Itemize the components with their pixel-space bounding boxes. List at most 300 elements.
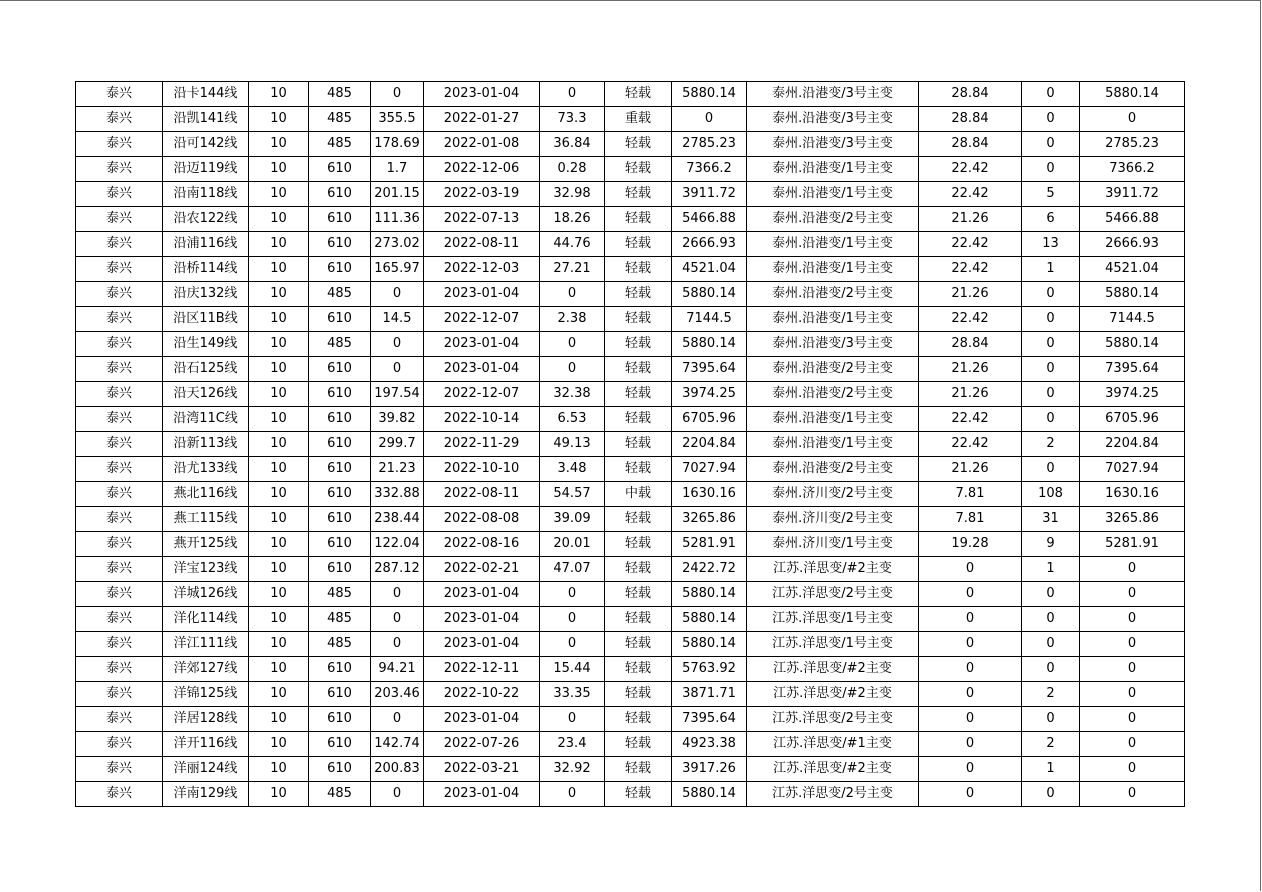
voltage-cell: 10	[249, 557, 309, 582]
capacity-cell: 485	[309, 332, 371, 357]
count-cell: 0	[1022, 707, 1080, 732]
load-rate-cell: 44.76	[540, 232, 605, 257]
date-cell: 2023-01-04	[424, 82, 540, 107]
line-name-cell: 洋锦125线	[163, 682, 249, 707]
count-cell: 0	[1022, 132, 1080, 157]
line-name-cell: 沿尤133线	[163, 457, 249, 482]
line-name-cell: 沿区11B线	[163, 307, 249, 332]
table-row	[76, 782, 1185, 807]
capacity-cell: 485	[309, 132, 371, 157]
transformer-cell: 泰州.沿港变/2号主变	[747, 357, 919, 382]
count-cell: 0	[1022, 332, 1080, 357]
date-cell: 2022-10-14	[424, 407, 540, 432]
date-cell: 2022-03-21	[424, 757, 540, 782]
available-capacity-cell: 5880.14	[672, 332, 747, 357]
count-cell: 9	[1022, 532, 1080, 557]
transformer-rate-cell: 22.42	[919, 257, 1022, 282]
count-cell: 0	[1022, 582, 1080, 607]
voltage-cell: 10	[249, 582, 309, 607]
count-cell: 5	[1022, 182, 1080, 207]
capacity-cell: 485	[309, 107, 371, 132]
transformer-cell: 泰州.沿港变/1号主变	[747, 232, 919, 257]
load-status-cell: 轻载	[605, 532, 672, 557]
table-row	[76, 232, 1185, 257]
county-cell: 泰兴	[76, 632, 163, 657]
load-status-cell: 轻载	[605, 382, 672, 407]
max-load-cell: 287.12	[371, 557, 424, 582]
voltage-cell: 10	[249, 782, 309, 807]
line-name-cell: 洋城126线	[163, 582, 249, 607]
transformer-cell: 泰州.沿港变/2号主变	[747, 282, 919, 307]
voltage-cell: 10	[249, 482, 309, 507]
load-status-cell: 轻载	[605, 82, 672, 107]
available-capacity-cell: 5880.14	[672, 632, 747, 657]
date-cell: 2023-01-04	[424, 282, 540, 307]
available-capacity-cell: 3974.25	[672, 382, 747, 407]
count-cell: 0	[1022, 307, 1080, 332]
transformer-rate-cell: 19.28	[919, 532, 1022, 557]
county-cell: 泰兴	[76, 357, 163, 382]
line-name-cell: 洋南129线	[163, 782, 249, 807]
date-cell: 2023-01-04	[424, 782, 540, 807]
capacity-cell: 485	[309, 607, 371, 632]
load-rate-cell: 0	[540, 782, 605, 807]
remaining-capacity-cell: 2204.84	[1080, 432, 1185, 457]
remaining-capacity-cell: 0	[1080, 682, 1185, 707]
voltage-cell: 10	[249, 82, 309, 107]
transformer-rate-cell: 22.42	[919, 157, 1022, 182]
transformer-cell: 泰州.沿港变/1号主变	[747, 157, 919, 182]
load-rate-cell: 0	[540, 632, 605, 657]
transformer-rate-cell: 28.84	[919, 132, 1022, 157]
date-cell: 2022-12-03	[424, 257, 540, 282]
available-capacity-cell: 2785.23	[672, 132, 747, 157]
transformer-cell: 泰州.沿港变/3号主变	[747, 332, 919, 357]
remaining-capacity-cell: 5880.14	[1080, 332, 1185, 357]
transformer-cell: 泰州.沿港变/1号主变	[747, 432, 919, 457]
transformer-rate-cell: 21.26	[919, 382, 1022, 407]
capacity-cell: 610	[309, 232, 371, 257]
count-cell: 31	[1022, 507, 1080, 532]
load-rate-cell: 0	[540, 357, 605, 382]
remaining-capacity-cell: 1630.16	[1080, 482, 1185, 507]
remaining-capacity-cell: 7027.94	[1080, 457, 1185, 482]
date-cell: 2023-01-04	[424, 582, 540, 607]
table-row	[76, 732, 1185, 757]
max-load-cell: 122.04	[371, 532, 424, 557]
remaining-capacity-cell: 7366.2	[1080, 157, 1185, 182]
table-row	[76, 257, 1185, 282]
max-load-cell: 0	[371, 357, 424, 382]
voltage-cell: 10	[249, 282, 309, 307]
county-cell: 泰兴	[76, 382, 163, 407]
transformer-cell: 江苏.洋思变/#2主变	[747, 557, 919, 582]
remaining-capacity-cell: 7144.5	[1080, 307, 1185, 332]
capacity-cell: 610	[309, 457, 371, 482]
max-load-cell: 203.46	[371, 682, 424, 707]
transformer-rate-cell: 7.81	[919, 507, 1022, 532]
voltage-cell: 10	[249, 132, 309, 157]
remaining-capacity-cell: 0	[1080, 607, 1185, 632]
line-name-cell: 沿凯141线	[163, 107, 249, 132]
max-load-cell: 0	[371, 282, 424, 307]
available-capacity-cell: 3917.26	[672, 757, 747, 782]
date-cell: 2022-10-10	[424, 457, 540, 482]
load-rate-cell: 39.09	[540, 507, 605, 532]
table-row	[76, 182, 1185, 207]
remaining-capacity-cell: 0	[1080, 657, 1185, 682]
voltage-cell: 10	[249, 432, 309, 457]
load-status-cell: 轻载	[605, 557, 672, 582]
line-name-cell: 沿卡144线	[163, 82, 249, 107]
remaining-capacity-cell: 5880.14	[1080, 282, 1185, 307]
table-row	[76, 307, 1185, 332]
max-load-cell: 0	[371, 82, 424, 107]
county-cell: 泰兴	[76, 507, 163, 532]
capacity-cell: 610	[309, 257, 371, 282]
max-load-cell: 0	[371, 782, 424, 807]
load-status-cell: 轻载	[605, 182, 672, 207]
table-row	[76, 632, 1185, 657]
load-status-cell: 轻载	[605, 607, 672, 632]
load-status-cell: 轻载	[605, 407, 672, 432]
transformer-cell: 江苏.洋思变/#2主变	[747, 682, 919, 707]
date-cell: 2023-01-04	[424, 632, 540, 657]
line-name-cell: 燕北116线	[163, 482, 249, 507]
load-status-cell: 轻载	[605, 782, 672, 807]
voltage-cell: 10	[249, 307, 309, 332]
county-cell: 泰兴	[76, 757, 163, 782]
capacity-cell: 610	[309, 407, 371, 432]
county-cell: 泰兴	[76, 682, 163, 707]
load-rate-cell: 27.21	[540, 257, 605, 282]
available-capacity-cell: 3911.72	[672, 182, 747, 207]
load-rate-cell: 15.44	[540, 657, 605, 682]
count-cell: 2	[1022, 432, 1080, 457]
transformer-rate-cell: 28.84	[919, 107, 1022, 132]
capacity-cell: 485	[309, 282, 371, 307]
date-cell: 2022-07-13	[424, 207, 540, 232]
max-load-cell: 14.5	[371, 307, 424, 332]
load-status-cell: 轻载	[605, 132, 672, 157]
max-load-cell: 0	[371, 607, 424, 632]
count-cell: 2	[1022, 682, 1080, 707]
table-row	[76, 157, 1185, 182]
max-load-cell: 0	[371, 632, 424, 657]
load-rate-cell: 49.13	[540, 432, 605, 457]
count-cell: 6	[1022, 207, 1080, 232]
line-name-cell: 沿南118线	[163, 182, 249, 207]
table-row	[76, 507, 1185, 532]
available-capacity-cell: 5763.92	[672, 657, 747, 682]
available-capacity-cell: 2422.72	[672, 557, 747, 582]
capacity-cell: 485	[309, 632, 371, 657]
load-rate-cell: 47.07	[540, 557, 605, 582]
remaining-capacity-cell: 0	[1080, 782, 1185, 807]
capacity-cell: 485	[309, 582, 371, 607]
load-status-cell: 轻载	[605, 232, 672, 257]
voltage-cell: 10	[249, 407, 309, 432]
transformer-cell: 泰州.沿港变/2号主变	[747, 457, 919, 482]
remaining-capacity-cell: 3265.86	[1080, 507, 1185, 532]
load-status-cell: 轻载	[605, 707, 672, 732]
transformer-rate-cell: 21.26	[919, 457, 1022, 482]
max-load-cell: 94.21	[371, 657, 424, 682]
line-name-cell: 洋居128线	[163, 707, 249, 732]
transformer-cell: 江苏.洋思变/2号主变	[747, 782, 919, 807]
transformer-rate-cell: 21.26	[919, 282, 1022, 307]
remaining-capacity-cell: 5281.91	[1080, 532, 1185, 557]
date-cell: 2022-01-27	[424, 107, 540, 132]
load-status-cell: 轻载	[605, 507, 672, 532]
remaining-capacity-cell: 5880.14	[1080, 82, 1185, 107]
load-rate-cell: 33.35	[540, 682, 605, 707]
line-name-cell: 洋化114线	[163, 607, 249, 632]
county-cell: 泰兴	[76, 332, 163, 357]
transformer-rate-cell: 22.42	[919, 307, 1022, 332]
capacity-cell: 610	[309, 357, 371, 382]
transformer-cell: 江苏.洋思变/1号主变	[747, 632, 919, 657]
available-capacity-cell: 5466.88	[672, 207, 747, 232]
table-row	[76, 432, 1185, 457]
voltage-cell: 10	[249, 607, 309, 632]
available-capacity-cell: 2666.93	[672, 232, 747, 257]
date-cell: 2023-01-04	[424, 332, 540, 357]
available-capacity-cell: 7144.5	[672, 307, 747, 332]
line-name-cell: 沿湾11C线	[163, 407, 249, 432]
line-name-cell: 沿新113线	[163, 432, 249, 457]
load-rate-cell: 32.98	[540, 182, 605, 207]
capacity-cell: 485	[309, 782, 371, 807]
remaining-capacity-cell: 5466.88	[1080, 207, 1185, 232]
max-load-cell: 201.15	[371, 182, 424, 207]
voltage-cell: 10	[249, 457, 309, 482]
available-capacity-cell: 5880.14	[672, 607, 747, 632]
count-cell: 0	[1022, 632, 1080, 657]
transformer-cell: 泰州.沿港变/1号主变	[747, 307, 919, 332]
available-capacity-cell: 5880.14	[672, 282, 747, 307]
county-cell: 泰兴	[76, 232, 163, 257]
available-capacity-cell: 4521.04	[672, 257, 747, 282]
load-status-cell: 轻载	[605, 682, 672, 707]
table-row	[76, 532, 1185, 557]
count-cell: 0	[1022, 282, 1080, 307]
count-cell: 1	[1022, 257, 1080, 282]
count-cell: 0	[1022, 607, 1080, 632]
voltage-cell: 10	[249, 632, 309, 657]
load-rate-cell: 20.01	[540, 532, 605, 557]
max-load-cell: 273.02	[371, 232, 424, 257]
transformer-rate-cell: 28.84	[919, 82, 1022, 107]
transformer-cell: 泰州.沿港变/3号主变	[747, 82, 919, 107]
count-cell: 0	[1022, 407, 1080, 432]
capacity-cell: 610	[309, 207, 371, 232]
remaining-capacity-cell: 0	[1080, 707, 1185, 732]
transformer-cell: 泰州.沿港变/3号主变	[747, 132, 919, 157]
available-capacity-cell: 1630.16	[672, 482, 747, 507]
line-name-cell: 洋宝123线	[163, 557, 249, 582]
county-cell: 泰兴	[76, 657, 163, 682]
voltage-cell: 10	[249, 357, 309, 382]
transformer-rate-cell: 0	[919, 632, 1022, 657]
date-cell: 2022-01-08	[424, 132, 540, 157]
remaining-capacity-cell: 0	[1080, 107, 1185, 132]
table-row	[76, 757, 1185, 782]
table-row	[76, 657, 1185, 682]
available-capacity-cell: 5880.14	[672, 582, 747, 607]
transformer-rate-cell: 0	[919, 707, 1022, 732]
capacity-cell: 610	[309, 682, 371, 707]
count-cell: 0	[1022, 657, 1080, 682]
count-cell: 0	[1022, 782, 1080, 807]
count-cell: 0	[1022, 382, 1080, 407]
transformer-rate-cell: 22.42	[919, 432, 1022, 457]
county-cell: 泰兴	[76, 307, 163, 332]
transformer-cell: 泰州.沿港变/2号主变	[747, 207, 919, 232]
voltage-cell: 10	[249, 257, 309, 282]
load-status-cell: 轻载	[605, 457, 672, 482]
date-cell: 2023-01-04	[424, 607, 540, 632]
capacity-cell: 610	[309, 157, 371, 182]
table-row	[76, 332, 1185, 357]
table-row	[76, 607, 1185, 632]
transformer-rate-cell: 22.42	[919, 407, 1022, 432]
voltage-cell: 10	[249, 732, 309, 757]
date-cell: 2023-01-04	[424, 357, 540, 382]
transformer-rate-cell: 0	[919, 682, 1022, 707]
transformer-cell: 江苏.洋思变/2号主变	[747, 582, 919, 607]
load-status-cell: 轻载	[605, 657, 672, 682]
available-capacity-cell: 2204.84	[672, 432, 747, 457]
load-rate-cell: 2.38	[540, 307, 605, 332]
max-load-cell: 238.44	[371, 507, 424, 532]
remaining-capacity-cell: 3911.72	[1080, 182, 1185, 207]
transformer-rate-cell: 28.84	[919, 332, 1022, 357]
capacity-cell: 610	[309, 507, 371, 532]
transformer-cell: 泰州.济川变/2号主变	[747, 482, 919, 507]
max-load-cell: 197.54	[371, 382, 424, 407]
load-status-cell: 轻载	[605, 432, 672, 457]
table-row	[76, 482, 1185, 507]
remaining-capacity-cell: 3974.25	[1080, 382, 1185, 407]
load-rate-cell: 23.4	[540, 732, 605, 757]
date-cell: 2022-08-11	[424, 482, 540, 507]
date-cell: 2022-08-16	[424, 532, 540, 557]
county-cell: 泰兴	[76, 132, 163, 157]
date-cell: 2022-12-11	[424, 657, 540, 682]
county-cell: 泰兴	[76, 282, 163, 307]
max-load-cell: 0	[371, 332, 424, 357]
load-rate-cell: 6.53	[540, 407, 605, 432]
county-cell: 泰兴	[76, 257, 163, 282]
max-load-cell: 111.36	[371, 207, 424, 232]
line-name-cell: 洋郊127线	[163, 657, 249, 682]
county-cell: 泰兴	[76, 582, 163, 607]
load-status-cell: 轻载	[605, 757, 672, 782]
available-capacity-cell: 3265.86	[672, 507, 747, 532]
voltage-cell: 10	[249, 532, 309, 557]
table-row	[76, 582, 1185, 607]
available-capacity-cell: 5880.14	[672, 782, 747, 807]
county-cell: 泰兴	[76, 207, 163, 232]
remaining-capacity-cell: 4521.04	[1080, 257, 1185, 282]
voltage-cell: 10	[249, 757, 309, 782]
load-status-cell: 轻载	[605, 207, 672, 232]
capacity-cell: 485	[309, 82, 371, 107]
voltage-cell: 10	[249, 657, 309, 682]
voltage-cell: 10	[249, 157, 309, 182]
table-row	[76, 382, 1185, 407]
feeder-load-table	[75, 81, 1185, 807]
load-rate-cell: 73.3	[540, 107, 605, 132]
load-rate-cell: 3.48	[540, 457, 605, 482]
remaining-capacity-cell: 7395.64	[1080, 357, 1185, 382]
transformer-rate-cell: 0	[919, 607, 1022, 632]
transformer-rate-cell: 7.81	[919, 482, 1022, 507]
voltage-cell: 10	[249, 507, 309, 532]
max-load-cell: 178.69	[371, 132, 424, 157]
max-load-cell: 142.74	[371, 732, 424, 757]
remaining-capacity-cell: 2666.93	[1080, 232, 1185, 257]
county-cell: 泰兴	[76, 432, 163, 457]
date-cell: 2023-01-04	[424, 707, 540, 732]
table-row	[76, 357, 1185, 382]
max-load-cell: 165.97	[371, 257, 424, 282]
line-name-cell: 燕开125线	[163, 532, 249, 557]
table-row	[76, 682, 1185, 707]
voltage-cell: 10	[249, 182, 309, 207]
load-rate-cell: 18.26	[540, 207, 605, 232]
line-name-cell: 洋开116线	[163, 732, 249, 757]
transformer-rate-cell: 21.26	[919, 357, 1022, 382]
transformer-cell: 泰州.沿港变/1号主变	[747, 182, 919, 207]
transformer-rate-cell: 0	[919, 782, 1022, 807]
table-row	[76, 132, 1185, 157]
table-row	[76, 107, 1185, 132]
max-load-cell: 355.5	[371, 107, 424, 132]
available-capacity-cell: 6705.96	[672, 407, 747, 432]
line-name-cell: 沿迈119线	[163, 157, 249, 182]
load-status-cell: 重载	[605, 107, 672, 132]
date-cell: 2022-11-29	[424, 432, 540, 457]
available-capacity-cell: 0	[672, 107, 747, 132]
remaining-capacity-cell: 0	[1080, 557, 1185, 582]
available-capacity-cell: 4923.38	[672, 732, 747, 757]
line-name-cell: 沿桥114线	[163, 257, 249, 282]
count-cell: 1	[1022, 557, 1080, 582]
county-cell: 泰兴	[76, 482, 163, 507]
load-status-cell: 轻载	[605, 632, 672, 657]
county-cell: 泰兴	[76, 457, 163, 482]
voltage-cell: 10	[249, 382, 309, 407]
transformer-cell: 泰州.沿港变/2号主变	[747, 382, 919, 407]
available-capacity-cell: 5281.91	[672, 532, 747, 557]
county-cell: 泰兴	[76, 782, 163, 807]
transformer-rate-cell: 22.42	[919, 182, 1022, 207]
county-cell: 泰兴	[76, 732, 163, 757]
capacity-cell: 610	[309, 482, 371, 507]
load-status-cell: 轻载	[605, 282, 672, 307]
load-rate-cell: 0	[540, 707, 605, 732]
count-cell: 0	[1022, 157, 1080, 182]
available-capacity-cell: 5880.14	[672, 82, 747, 107]
capacity-cell: 610	[309, 707, 371, 732]
count-cell: 13	[1022, 232, 1080, 257]
transformer-rate-cell: 0	[919, 657, 1022, 682]
table-body	[76, 82, 1185, 807]
county-cell: 泰兴	[76, 607, 163, 632]
table-row	[76, 207, 1185, 232]
